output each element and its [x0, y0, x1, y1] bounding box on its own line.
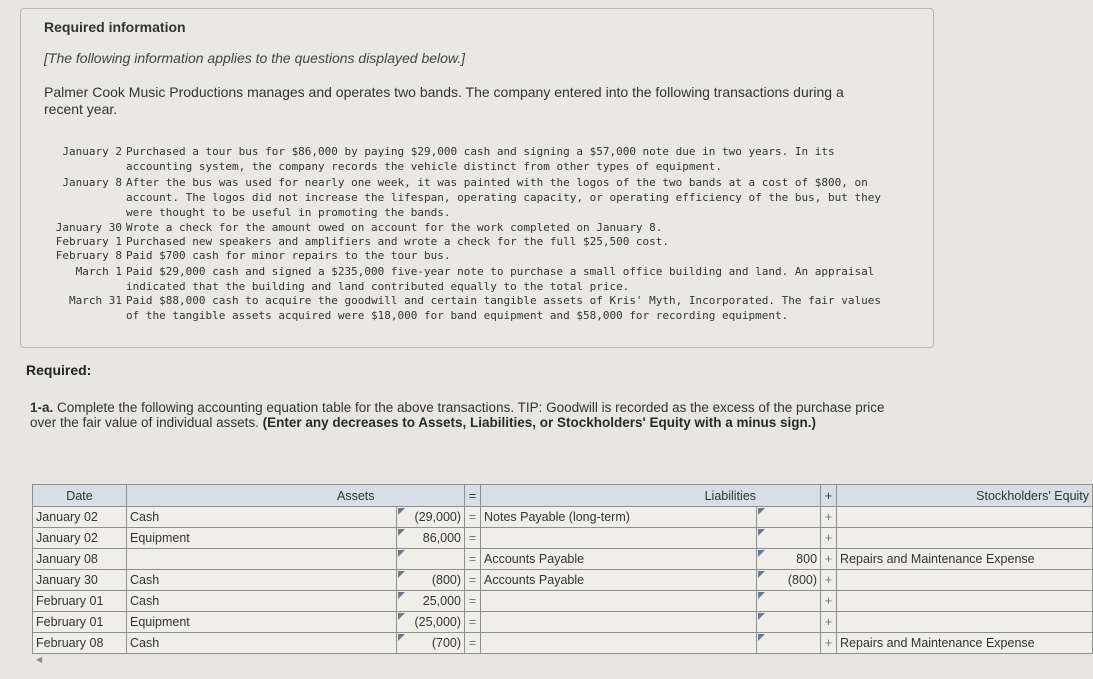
asset-amount-input[interactable] [397, 549, 465, 570]
table-row [33, 549, 1093, 570]
liability-account-select[interactable] [481, 612, 757, 633]
transaction-date: January 30 [55, 221, 122, 234]
transaction-text: Wrote a check for the amount owed on account for the work completed on January 8. [126, 221, 663, 234]
asset-account-select[interactable]: Cash [127, 633, 397, 654]
transaction-text: After the bus was used for nearly one week, it was painted with the logos of the two bands at a cost of $800, on account. The logos did not increase the lifespan, operating capacity, or operating efficiency of the bus, but they were thought to be useful in promoting the bands. [126, 176, 881, 219]
equals-sign: = [465, 549, 481, 570]
required-label: Required: [26, 362, 92, 378]
asset-amount-input[interactable]: (800) [397, 570, 465, 591]
asset-amount-input[interactable]: (29,000) [397, 507, 465, 528]
row-date: February 01 [33, 612, 127, 633]
liability-account-select[interactable] [481, 633, 757, 654]
equity-account-select[interactable]: Repairs and Maintenance Expense [837, 549, 1093, 570]
plus-sign: + [821, 570, 837, 591]
liability-account-select[interactable]: Accounts Payable [481, 570, 757, 591]
asset-account-select[interactable]: Equipment [127, 528, 397, 549]
asset-amount-input[interactable]: (25,000) [397, 612, 465, 633]
transaction-date: February 8 [55, 249, 122, 262]
liability-account-select[interactable]: Accounts Payable [481, 549, 757, 570]
asset-account-select[interactable]: Cash [127, 591, 397, 612]
equity-account-select[interactable] [837, 591, 1093, 612]
equity-account-select[interactable] [837, 528, 1093, 549]
liability-amount-input[interactable] [757, 612, 821, 633]
equals-sign: = [465, 591, 481, 612]
table-row [33, 528, 1093, 549]
header-liabilities: Liabilities [481, 485, 821, 507]
row-date: January 30 [33, 570, 127, 591]
equals-sign: = [465, 633, 481, 654]
plus-sign: + [821, 507, 837, 528]
transaction-text: Paid $88,000 cash to acquire the goodwill and certain tangible assets of Kris' Myth, Incorporated. The fair values of the tangible assets acquired were $18,000 for band equipment and $58,000 for recording equipment. [126, 294, 881, 322]
required-instructions [30, 400, 910, 430]
plus-sign: + [821, 528, 837, 549]
plus-sign: + [821, 633, 837, 654]
liability-amount-input[interactable]: (800) [757, 570, 821, 591]
table-row [33, 612, 1093, 633]
instruction-highlight: (Enter any decreases to Assets, Liabilities, or Stockholders' Equity with a minus sign.) [262, 415, 816, 430]
plus-sign: + [821, 612, 837, 633]
asset-amount-input[interactable]: (700) [397, 633, 465, 654]
row-date: February 01 [33, 591, 127, 612]
asset-account-select[interactable]: Equipment [127, 612, 397, 633]
liability-account-select[interactable] [481, 528, 757, 549]
part-number: 1-a. [30, 400, 54, 415]
asset-account-select[interactable]: Cash [127, 570, 397, 591]
transaction-text: Paid $29,000 cash and signed a $235,000 five-year note to purchase a small office building and land. An appraisal indicated that the building and land contributed equally to the total price. [126, 265, 875, 293]
equity-account-select[interactable] [837, 507, 1093, 528]
transaction-date: January 2 [62, 145, 122, 158]
equity-account-select[interactable]: Repairs and Maintenance Expense [837, 633, 1093, 654]
asset-amount-input[interactable]: 86,000 [397, 528, 465, 549]
scroll-left-icon[interactable]: ◀ [36, 655, 43, 664]
liability-amount-input[interactable] [757, 591, 821, 612]
transaction-date: March 31 [69, 294, 122, 307]
plus-sign: + [821, 591, 837, 612]
row-date: January 02 [33, 528, 127, 549]
transaction-text: Purchased a tour bus for $86,000 by paying $29,000 cash and signing a $57,000 note due in two years. In its accounting system, the company records the vehicle distinct from other types of equipment. [126, 145, 835, 173]
transaction-date: March 1 [75, 265, 122, 278]
info-title: Required information [44, 19, 186, 35]
plus-sign: + [821, 549, 837, 570]
header-date: Date [33, 485, 127, 507]
row-date: January 08 [33, 549, 127, 570]
liability-amount-input[interactable] [757, 507, 821, 528]
table-row [33, 591, 1093, 612]
liability-account-select[interactable]: Notes Payable (long-term) [481, 507, 757, 528]
header-equals: = [465, 485, 481, 507]
asset-account-select[interactable] [127, 549, 397, 570]
asset-amount-input[interactable]: 25,000 [397, 591, 465, 612]
liability-amount-input[interactable] [757, 528, 821, 549]
equity-account-select[interactable] [837, 612, 1093, 633]
info-intro: Palmer Cook Music Productions manages and operates two bands. The company entered into the following transactions during a recent year. [44, 84, 844, 117]
accounting-equation-table [32, 484, 1093, 654]
equals-sign: = [465, 570, 481, 591]
accounting-equation-table-container[interactable] [32, 484, 1090, 679]
liability-amount-input[interactable]: 800 [757, 549, 821, 570]
header-assets: Assets [127, 485, 465, 507]
header-plus: + [821, 485, 837, 507]
equals-sign: = [465, 612, 481, 633]
equals-sign: = [465, 507, 481, 528]
info-subtitle: [The following information applies to the questions displayed below.] [44, 50, 466, 66]
table-row [33, 633, 1093, 654]
header-stockholders-equity: Stockholders' Equity [837, 485, 1093, 507]
instruction-text: Complete the following accounting equation table for the above transactions. TIP: Goodwill is recorded as the excess of the purchase price over the fair value of individual assets. [30, 400, 885, 430]
table-row [33, 570, 1093, 591]
row-date: February 08 [33, 633, 127, 654]
liability-amount-input[interactable] [757, 633, 821, 654]
equals-sign: = [465, 528, 481, 549]
row-date: January 02 [33, 507, 127, 528]
transaction-date: January 8 [62, 176, 122, 189]
transaction-text: Purchased new speakers and amplifiers and wrote a check for the full $25,500 cost. [126, 235, 670, 248]
transaction-date: February 1 [55, 235, 122, 248]
equity-account-select[interactable] [837, 570, 1093, 591]
liability-account-select[interactable] [481, 591, 757, 612]
asset-account-select[interactable]: Cash [127, 507, 397, 528]
table-row [33, 507, 1093, 528]
transaction-text: Paid $700 cash for minor repairs to the tour bus. [126, 249, 451, 262]
